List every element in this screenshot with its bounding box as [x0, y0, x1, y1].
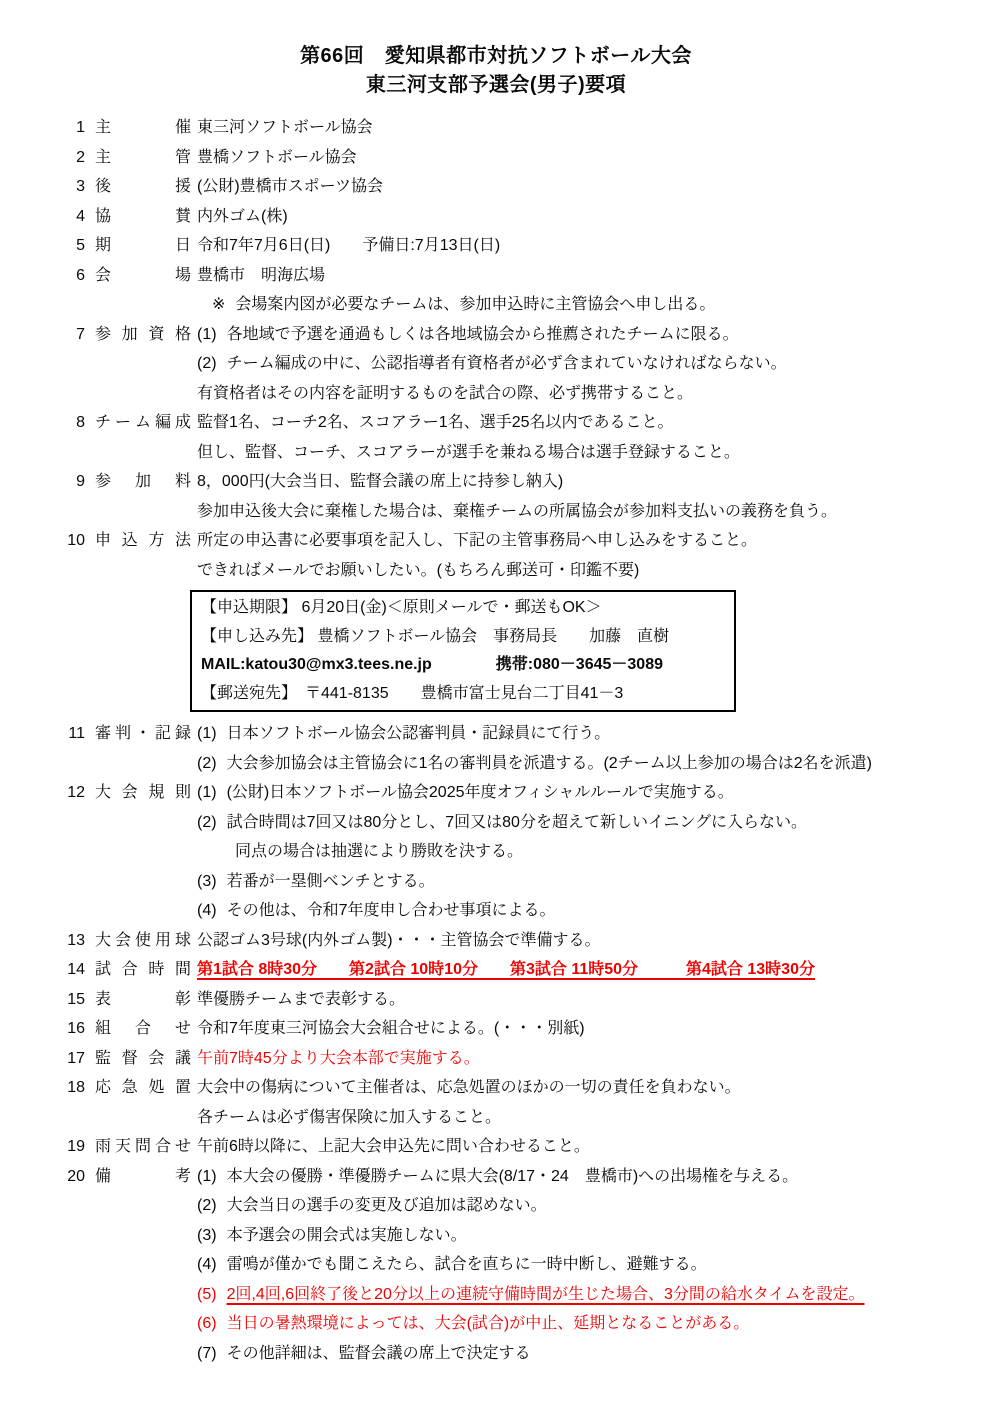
item-label: 大会規則: [95, 784, 191, 801]
item-line: [197, 985, 992, 1015]
item-content: [197, 955, 992, 985]
item-line: [197, 1250, 992, 1280]
item-content: [197, 320, 992, 409]
item-row: [0, 467, 992, 526]
item-content: [197, 261, 992, 320]
item-label: 雨天問合せ: [95, 1138, 191, 1155]
line-marker: (3): [197, 872, 217, 890]
item-label: チーム編成: [95, 414, 191, 431]
line-text: 令和7年7月6日(日) 予備日:7月13日(日): [197, 237, 501, 254]
item-row: [0, 202, 992, 232]
item-line: [197, 438, 992, 468]
item-line: [197, 1339, 992, 1369]
item-line: [197, 172, 992, 202]
line-marker: (4): [197, 1256, 217, 1273]
line-text: 所定の申込書に必要事項を記入し、下記の主管事務局へ申し込みをすること。: [197, 532, 758, 549]
item-line: [197, 556, 992, 586]
line-text: 試合時間は7回又は80分とし、7回又は80分を超えて新しいイニングに入らない。: [226, 813, 807, 831]
title-line-2: 東三河支部予選会(男子)要項: [365, 74, 627, 96]
item-line: [197, 1103, 992, 1133]
item-content: [197, 143, 992, 173]
line-text: 大会中の傷病について主催者は、応急処置のほかの一切の責任を負わない。: [197, 1079, 741, 1096]
item-content: [197, 231, 992, 261]
item-number: 12: [67, 784, 85, 801]
line-text: 大会参加協会は主管協会に1名の審判員を派遣する。(2チーム以上参加の場合は2名を派遣): [226, 754, 872, 772]
line-text: 【申込期限】 6月20日(金)＜原則メールで・郵送もOK＞: [201, 599, 602, 616]
item-label: 後 援: [95, 178, 191, 195]
line-text: 有資格者はその内容を証明するものを試合の際、必ず携帯すること。: [197, 384, 694, 402]
line-text: 各チームは必ず傷害保険に加入すること。: [197, 1108, 502, 1126]
item-number: 2: [76, 148, 85, 166]
item-line: [197, 1073, 992, 1103]
item-content: [197, 778, 992, 926]
item-row: [0, 1132, 992, 1162]
item-content: [197, 467, 992, 526]
item-number: 14: [67, 961, 85, 978]
line-text: 日本ソフトボール協会公認審判員・記録員にて行う。: [226, 725, 611, 742]
line-marker: (1): [197, 725, 217, 742]
item-line: [197, 320, 992, 350]
item-row: [0, 926, 992, 956]
item-content: [197, 719, 992, 778]
item-number: 1: [76, 119, 85, 136]
line-text: できればメールでお願いしたい。(もちろん郵送可・印鑑不要): [197, 561, 640, 579]
item-line: [197, 1191, 992, 1221]
line-text: 雷鳴が僅かでも聞こえたら、試合を直ちに一時中断し、避難する。: [226, 1256, 707, 1273]
item-content: [197, 1162, 992, 1369]
line-marker: ※: [212, 296, 226, 313]
application-box-line: [201, 680, 725, 709]
item-row: [0, 526, 992, 719]
item-line: [197, 808, 992, 838]
item-label: 参 加 料: [95, 473, 191, 490]
item-row: [0, 1014, 992, 1044]
line-marker: (7): [197, 1344, 217, 1362]
line-text: 本大会の優勝・準優勝チームに県大会(8/17・24 豊橋市)への出場権を与える。: [226, 1167, 799, 1185]
line-text: 大会当日の選手の変更及び追加は認めない。: [226, 1197, 547, 1214]
item-label: 大会使用球: [95, 931, 191, 949]
item-line: [197, 408, 992, 438]
item-line: [197, 778, 992, 808]
item-line: [197, 926, 992, 956]
item-line: [197, 867, 992, 897]
item-line: [197, 1280, 992, 1310]
line-text: 若番が一塁側ベンチとする。: [226, 872, 435, 890]
line-text: (公財)日本ソフトボール協会2025年度オフィシャルルールで実施する。: [226, 784, 734, 801]
item-line: [197, 290, 992, 320]
item-number: 8: [76, 414, 85, 431]
item-content: [197, 172, 992, 202]
item-number: 18: [67, 1079, 85, 1096]
line-text: 公認ゴム3号球(内外ゴム製)・・・主管協会で準備する。: [197, 931, 601, 949]
line-text: 同点の場合は抽選により勝敗を決する。: [235, 843, 524, 860]
line-marker: (6): [197, 1315, 217, 1332]
item-line: [197, 261, 992, 291]
item-number: 3: [76, 178, 85, 195]
item-line: [197, 1162, 992, 1192]
item-row: [0, 719, 992, 778]
line-text: 東三河ソフトボール協会: [197, 119, 373, 136]
item-row: [0, 1073, 992, 1132]
item-row: [0, 955, 992, 985]
line-text: 準優勝チームまで表彰する。: [197, 990, 406, 1008]
item-label: 主 催: [95, 119, 191, 136]
item-content: [197, 408, 992, 467]
application-box-line: [201, 651, 725, 680]
line-text: (公財)豊橋市スポーツ協会: [197, 178, 384, 195]
line-text: 豊橋市 明海広場: [197, 266, 326, 284]
line-text: 各地域で予選を通過もしくは各地域協会から推薦されたチームに限る。: [226, 325, 739, 343]
item-line: [197, 143, 992, 173]
line-marker: (2): [197, 355, 217, 372]
item-label: 申込方法: [95, 532, 191, 549]
item-line: [197, 467, 992, 497]
line-marker: (3): [197, 1226, 217, 1244]
item-content: [197, 985, 992, 1015]
item-line: [197, 526, 992, 556]
line-text: 内外ゴム(株): [197, 207, 288, 225]
item-row: [0, 1162, 992, 1369]
item-number: 5: [76, 237, 85, 254]
line-text: 令和7年度東三河協会大会組合せによる。(・・・別紙): [197, 1020, 585, 1037]
line-marker: (2): [197, 813, 217, 831]
line-text: 監督1名、コーチ2名、スコアラー1名、選手25名以内であること。: [197, 414, 674, 431]
item-row: [0, 143, 992, 173]
item-label: 主 管: [95, 148, 191, 166]
line-text: 参加申込後大会に棄権した場合は、棄権チームの所属協会が参加料支払いの義務を負う。: [197, 502, 838, 520]
item-number: 16: [67, 1020, 85, 1037]
item-number: 7: [76, 325, 85, 343]
item-label: 監督会議: [95, 1049, 191, 1067]
item-number: 11: [68, 725, 85, 742]
line-marker: (1): [197, 325, 217, 343]
item-number: 19: [67, 1138, 85, 1155]
line-text: 午前7時45分より大会本部で実施する。: [197, 1049, 480, 1067]
line-text: その他は、令和7年度申し合わせ事項による。: [226, 902, 556, 919]
item-label: 会 場: [95, 266, 191, 284]
item-line: [197, 1221, 992, 1251]
item-line: [197, 497, 992, 527]
line-text: 豊橋ソフトボール協会: [197, 148, 357, 166]
line-text: 但し、監督、コーチ、スコアラーが選手を兼ねる場合は選手登録すること。: [197, 443, 740, 461]
item-row: [0, 231, 992, 261]
line-text: 第1試合 8時30分 第2試合 10時10分 第3試合 11時50分 第4試合 13時30分: [197, 961, 815, 978]
application-info-box: [190, 590, 736, 712]
line-text: 2回,4回,6回終了後と20分以上の連続守備時間が生じた場合、3分間の給水タイムを設定。: [226, 1285, 865, 1303]
item-label: 参加資格: [95, 325, 191, 343]
line-marker: (2): [197, 1197, 217, 1214]
item-content: [197, 1044, 992, 1074]
item-line: [197, 749, 992, 779]
item-line: [197, 379, 992, 409]
document-title: [0, 42, 992, 100]
line-text: 8，000円(大会当日、監督会議の席上に持参し納入): [197, 473, 564, 490]
item-line: [197, 202, 992, 232]
item-number: 9: [76, 473, 85, 490]
item-number: 20: [67, 1167, 85, 1185]
item-label: 表 彰: [95, 990, 191, 1008]
line-text: 本予選会の開会式は実施しない。: [226, 1226, 467, 1244]
item-content: [197, 113, 992, 143]
item-label: 審判・記録: [95, 725, 191, 742]
item-line: [197, 719, 992, 749]
line-marker: (1): [197, 784, 217, 801]
application-box-line: [201, 594, 725, 623]
item-line: [197, 1309, 992, 1339]
item-line: [197, 1014, 992, 1044]
title-line-1: 第66回 愛知県都市対抗ソフトボール大会: [300, 45, 692, 67]
item-label: 試合時間: [95, 961, 191, 978]
item-content: [197, 202, 992, 232]
line-marker: (4): [197, 902, 217, 919]
item-label: 期 日: [95, 237, 191, 254]
item-content: [197, 526, 992, 719]
item-line: [197, 1044, 992, 1074]
line-text: 当日の暑熱環境によっては、大会(試合)が中止、延期となることがある。: [226, 1315, 750, 1332]
item-line: [197, 1132, 992, 1162]
item-row: [0, 172, 992, 202]
item-row: [0, 261, 992, 320]
item-row: [0, 778, 992, 926]
item-label: 応急処置: [95, 1079, 191, 1096]
line-text: 【申し込み先】 豊橋ソフトボール協会 事務局長 加藤 直樹: [201, 627, 670, 645]
line-marker: (5): [197, 1285, 217, 1303]
item-line: [197, 349, 992, 379]
item-row: [0, 408, 992, 467]
item-content: [197, 1014, 992, 1044]
line-text: チーム編成の中に、公認指導者有資格者が必ず含まれていなければならない。: [226, 355, 787, 372]
item-number: 15: [67, 990, 85, 1008]
item-content: [197, 926, 992, 956]
item-label: 協 賛: [95, 207, 191, 225]
item-content: [197, 1132, 992, 1162]
item-number: 10: [67, 532, 85, 549]
item-number: 6: [76, 266, 85, 284]
item-line: [197, 896, 992, 926]
item-line: [197, 113, 992, 143]
item-number: 17: [67, 1049, 85, 1067]
item-row: [0, 113, 992, 143]
item-row: [0, 985, 992, 1015]
line-text: その他詳細は、監督会議の席上で決定する: [226, 1344, 531, 1362]
item-content: [197, 1073, 992, 1132]
line-text: 午前6時以降に、上記大会申込先に問い合わせること。: [197, 1138, 590, 1155]
application-box-line: [201, 623, 725, 652]
item-label: 組 合 せ: [95, 1020, 191, 1037]
item-row: [0, 320, 992, 409]
item-label: 備 考: [95, 1167, 191, 1185]
line-text: 会場案内図が必要なチームは、参加申込時に主管協会へ申し出る。: [235, 296, 716, 313]
item-line: [197, 837, 992, 867]
item-number: 13: [67, 931, 85, 949]
item-row: [0, 1044, 992, 1074]
line-marker: (2): [197, 754, 217, 772]
line-text: 【郵送宛先】 〒441-8135 豊橋市富士見台二丁目41－3: [201, 684, 624, 702]
line-marker: (1): [197, 1167, 217, 1185]
item-line: [197, 231, 992, 261]
item-number: 4: [76, 207, 85, 225]
items-list: [0, 113, 992, 1368]
item-line: [197, 955, 992, 985]
line-text: MAIL:katou30@mx3.tees.ne.jp 携帯:080－3645－3089: [201, 656, 663, 673]
